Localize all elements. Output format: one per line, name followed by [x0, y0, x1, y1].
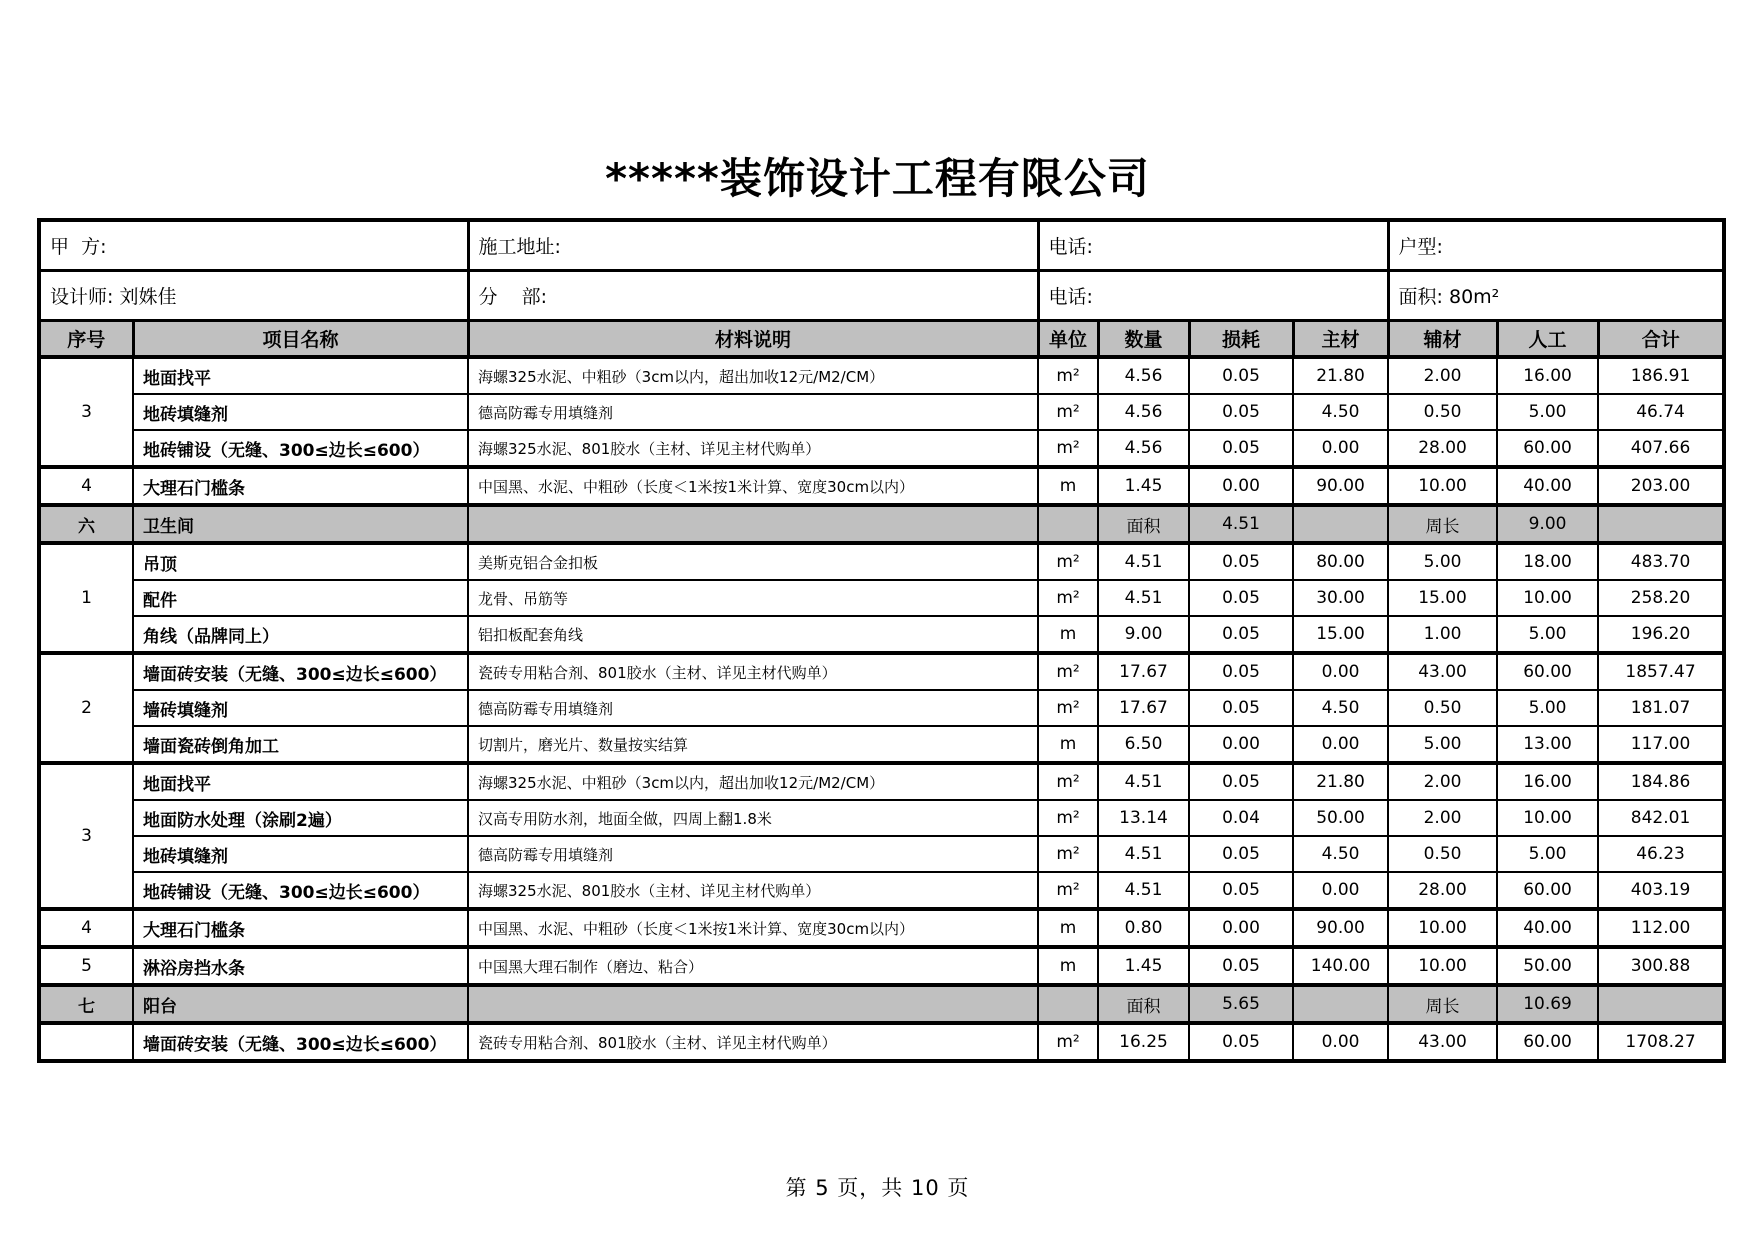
quantity-cell: 4.56 — [1098, 357, 1189, 394]
seq-cell: 1 — [39, 543, 133, 653]
labor-cell: 9.00 — [1497, 505, 1598, 543]
item-name-cell: 墙面瓷砖倒角加工 — [133, 726, 468, 763]
item-name-cell: 墙砖填缝剂 — [133, 690, 468, 726]
total-cell: 403.19 — [1598, 872, 1724, 909]
loss-cell: 0.05 — [1189, 872, 1293, 909]
seq-cell: 七 — [39, 985, 133, 1023]
aux-material-cell: 10.00 — [1388, 467, 1497, 505]
material-desc-cell: 切割片，磨光片、数量按实结算 — [468, 726, 1038, 763]
item-name-cell: 角线（品牌同上） — [133, 616, 468, 653]
table-row — [39, 947, 1724, 985]
labor-cell: 18.00 — [1497, 543, 1598, 580]
unit-cell: m² — [1038, 357, 1098, 394]
unit-cell — [1038, 985, 1098, 1023]
quantity-cell: 17.67 — [1098, 653, 1189, 690]
aux-material-cell: 周长 — [1388, 505, 1497, 543]
estimate-table — [37, 218, 1726, 1063]
loss-cell: 0.05 — [1189, 763, 1293, 800]
table-row — [39, 726, 1724, 763]
labor-cell: 16.00 — [1497, 357, 1598, 394]
aux-material-cell: 43.00 — [1388, 653, 1497, 690]
material-desc-cell: 瓷砖专用粘合剂、801胶水（主材、详见主材代购单） — [468, 1023, 1038, 1061]
table-row — [39, 616, 1724, 653]
unit-cell: m² — [1038, 872, 1098, 909]
unit-cell: m² — [1038, 690, 1098, 726]
total-cell — [1598, 505, 1724, 543]
aux-material-cell: 0.50 — [1388, 394, 1497, 430]
material-desc-cell — [468, 985, 1038, 1023]
main-material-cell: 21.80 — [1293, 763, 1388, 800]
table-row — [39, 836, 1724, 872]
loss-cell: 0.05 — [1189, 836, 1293, 872]
unit-cell: m² — [1038, 763, 1098, 800]
total-cell: 483.70 — [1598, 543, 1724, 580]
labor-cell: 16.00 — [1497, 763, 1598, 800]
aux-material-cell: 0.50 — [1388, 836, 1497, 872]
material-desc-cell: 中国黑、水泥、中粗砂（长度＜1米按1米计算、宽度30cm以内） — [468, 467, 1038, 505]
material-desc-cell: 龙骨、吊筋等 — [468, 580, 1038, 616]
seq-cell: 六 — [39, 505, 133, 543]
material-desc-cell: 中国黑大理石制作（磨边、粘合） — [468, 947, 1038, 985]
unit-cell: m — [1038, 616, 1098, 653]
material-desc-cell: 瓷砖专用粘合剂、801胶水（主材、详见主材代购单） — [468, 653, 1038, 690]
total-cell: 186.91 — [1598, 357, 1724, 394]
main-material-cell: 0.00 — [1293, 430, 1388, 467]
quantity-cell: 4.51 — [1098, 543, 1189, 580]
unit-cell: m — [1038, 909, 1098, 947]
table-row — [39, 653, 1724, 690]
main-material-cell: 4.50 — [1293, 394, 1388, 430]
unit-cell: m² — [1038, 430, 1098, 467]
main-material-cell: 4.50 — [1293, 836, 1388, 872]
labor-cell: 60.00 — [1497, 1023, 1598, 1061]
seq-cell: 5 — [39, 947, 133, 985]
loss-cell: 0.05 — [1189, 430, 1293, 467]
total-cell: 203.00 — [1598, 467, 1724, 505]
loss-cell: 0.05 — [1189, 1023, 1293, 1061]
area-label: 面积: 80m² — [1388, 271, 1724, 321]
material-desc-cell: 铝扣板配套角线 — [468, 616, 1038, 653]
item-name-cell: 吊顶 — [133, 543, 468, 580]
labor-cell: 60.00 — [1497, 872, 1598, 909]
total-cell: 112.00 — [1598, 909, 1724, 947]
main-material-cell: 80.00 — [1293, 543, 1388, 580]
unit-cell: m — [1038, 726, 1098, 763]
party-a-label: 甲 方: — [39, 220, 468, 271]
house-type-label: 户型: — [1388, 220, 1724, 271]
phone-label-1: 电话: — [1038, 220, 1388, 271]
table-row — [39, 357, 1724, 394]
item-name-cell: 大理石门槛条 — [133, 909, 468, 947]
unit-cell: m² — [1038, 836, 1098, 872]
unit-cell: m² — [1038, 543, 1098, 580]
table-row — [39, 467, 1724, 505]
section-row — [39, 985, 1724, 1023]
seq-cell: 3 — [39, 357, 133, 467]
labor-cell: 13.00 — [1497, 726, 1598, 763]
labor-cell: 10.00 — [1497, 800, 1598, 836]
quantity-cell: 4.51 — [1098, 836, 1189, 872]
material-desc-cell: 德高防霉专用填缝剂 — [468, 836, 1038, 872]
total-cell: 117.00 — [1598, 726, 1724, 763]
aux-material-cell: 2.00 — [1388, 800, 1497, 836]
info-row-1 — [39, 220, 1724, 271]
unit-cell: m — [1038, 947, 1098, 985]
column-header-0: 序号 — [39, 321, 133, 358]
quantity-cell: 4.56 — [1098, 430, 1189, 467]
column-header-7: 辅材 — [1388, 321, 1497, 358]
aux-material-cell: 43.00 — [1388, 1023, 1497, 1061]
labor-cell: 5.00 — [1497, 616, 1598, 653]
item-name-cell: 地砖填缝剂 — [133, 836, 468, 872]
loss-cell: 5.65 — [1189, 985, 1293, 1023]
total-cell: 1857.47 — [1598, 653, 1724, 690]
quantity-cell: 6.50 — [1098, 726, 1189, 763]
loss-cell: 0.05 — [1189, 580, 1293, 616]
item-name-cell: 地砖铺设（无缝、300≤边长≤600） — [133, 872, 468, 909]
loss-cell: 0.05 — [1189, 394, 1293, 430]
item-name-cell: 淋浴房挡水条 — [133, 947, 468, 985]
column-header-8: 人工 — [1497, 321, 1598, 358]
table-row — [39, 909, 1724, 947]
main-material-cell: 0.00 — [1293, 872, 1388, 909]
item-name-cell: 墙面砖安装（无缝、300≤边长≤600） — [133, 1023, 468, 1061]
main-material-cell: 140.00 — [1293, 947, 1388, 985]
seq-cell: 2 — [39, 653, 133, 763]
column-header-row — [39, 321, 1724, 358]
aux-material-cell: 0.50 — [1388, 690, 1497, 726]
loss-cell: 0.05 — [1189, 616, 1293, 653]
labor-cell: 5.00 — [1497, 394, 1598, 430]
seq-cell — [39, 1023, 133, 1061]
labor-cell: 5.00 — [1497, 690, 1598, 726]
item-name-cell: 卫生间 — [133, 505, 468, 543]
loss-cell: 0.05 — [1189, 653, 1293, 690]
item-name-cell: 大理石门槛条 — [133, 467, 468, 505]
company-title: *****装饰设计工程有限公司 — [605, 154, 1150, 203]
main-material-cell: 4.50 — [1293, 690, 1388, 726]
quantity-cell: 9.00 — [1098, 616, 1189, 653]
column-header-4: 数量 — [1098, 321, 1189, 358]
item-name-cell: 地面防水处理（涂刷2遍） — [133, 800, 468, 836]
quantity-cell: 0.80 — [1098, 909, 1189, 947]
labor-cell: 5.00 — [1497, 836, 1598, 872]
table-row — [39, 872, 1724, 909]
quantity-cell: 13.14 — [1098, 800, 1189, 836]
material-desc-cell: 海螺325水泥、中粗砂（3cm以内，超出加收12元/M2/CM） — [468, 357, 1038, 394]
unit-cell: m² — [1038, 394, 1098, 430]
total-cell: 258.20 — [1598, 580, 1724, 616]
column-header-3: 单位 — [1038, 321, 1098, 358]
main-material-cell: 90.00 — [1293, 467, 1388, 505]
labor-cell: 40.00 — [1497, 467, 1598, 505]
aux-material-cell: 1.00 — [1388, 616, 1497, 653]
loss-cell: 0.04 — [1189, 800, 1293, 836]
table-row — [39, 763, 1724, 800]
material-desc-cell: 海螺325水泥、801胶水（主材、详见主材代购单） — [468, 872, 1038, 909]
loss-cell: 0.05 — [1189, 947, 1293, 985]
unit-cell: m² — [1038, 1023, 1098, 1061]
main-material-cell: 15.00 — [1293, 616, 1388, 653]
labor-cell: 10.00 — [1497, 580, 1598, 616]
aux-material-cell: 2.00 — [1388, 357, 1497, 394]
total-cell: 46.23 — [1598, 836, 1724, 872]
labor-cell: 40.00 — [1497, 909, 1598, 947]
main-material-cell: 90.00 — [1293, 909, 1388, 947]
table-row — [39, 690, 1724, 726]
total-cell: 46.74 — [1598, 394, 1724, 430]
unit-cell: m — [1038, 467, 1098, 505]
quantity-cell: 4.56 — [1098, 394, 1189, 430]
total-cell: 842.01 — [1598, 800, 1724, 836]
table-row — [39, 800, 1724, 836]
aux-material-cell: 2.00 — [1388, 763, 1497, 800]
labor-cell: 50.00 — [1497, 947, 1598, 985]
main-material-cell: 30.00 — [1293, 580, 1388, 616]
material-desc-cell: 德高防霉专用填缝剂 — [468, 394, 1038, 430]
quantity-cell: 16.25 — [1098, 1023, 1189, 1061]
quantity-cell: 面积 — [1098, 985, 1189, 1023]
item-name-cell: 地砖铺设（无缝、300≤边长≤600） — [133, 430, 468, 467]
quantity-cell: 17.67 — [1098, 690, 1189, 726]
total-cell — [1598, 985, 1724, 1023]
loss-cell: 0.05 — [1189, 690, 1293, 726]
table-row — [39, 543, 1724, 580]
loss-cell: 0.05 — [1189, 357, 1293, 394]
main-material-cell: 0.00 — [1293, 1023, 1388, 1061]
seq-cell: 3 — [39, 763, 133, 909]
aux-material-cell: 28.00 — [1388, 872, 1497, 909]
table-row — [39, 580, 1724, 616]
seq-cell: 4 — [39, 467, 133, 505]
item-name-cell: 地面找平 — [133, 357, 468, 394]
material-desc-cell: 美斯克铝合金扣板 — [468, 543, 1038, 580]
quantity-cell: 面积 — [1098, 505, 1189, 543]
material-desc-cell: 汉高专用防水剂，地面全做，四周上翻1.8米 — [468, 800, 1038, 836]
material-desc-cell: 海螺325水泥、801胶水（主材、详见主材代购单） — [468, 430, 1038, 467]
total-cell: 184.86 — [1598, 763, 1724, 800]
table-row — [39, 1023, 1724, 1061]
total-cell: 181.07 — [1598, 690, 1724, 726]
unit-cell: m² — [1038, 580, 1098, 616]
quantity-cell: 4.51 — [1098, 763, 1189, 800]
section-row — [39, 505, 1724, 543]
aux-material-cell: 28.00 — [1388, 430, 1497, 467]
loss-cell: 4.51 — [1189, 505, 1293, 543]
site-address-label: 施工地址: — [468, 220, 1038, 271]
material-desc-cell: 中国黑、水泥、中粗砂（长度＜1米按1米计算、宽度30cm以内） — [468, 909, 1038, 947]
aux-material-cell: 5.00 — [1388, 543, 1497, 580]
aux-material-cell: 周长 — [1388, 985, 1497, 1023]
main-material-cell — [1293, 505, 1388, 543]
estimate-sheet — [37, 218, 1722, 1063]
unit-cell — [1038, 505, 1098, 543]
item-name-cell: 阳台 — [133, 985, 468, 1023]
aux-material-cell: 10.00 — [1388, 909, 1497, 947]
material-desc-cell: 海螺325水泥、中粗砂（3cm以内，超出加收12元/M2/CM） — [468, 763, 1038, 800]
table-row — [39, 430, 1724, 467]
labor-cell: 10.69 — [1497, 985, 1598, 1023]
material-desc-cell: 德高防霉专用填缝剂 — [468, 690, 1038, 726]
quantity-cell: 4.51 — [1098, 872, 1189, 909]
aux-material-cell: 5.00 — [1388, 726, 1497, 763]
labor-cell: 60.00 — [1497, 653, 1598, 690]
item-name-cell: 配件 — [133, 580, 468, 616]
labor-cell: 60.00 — [1497, 430, 1598, 467]
main-material-cell: 0.00 — [1293, 653, 1388, 690]
column-header-9: 合计 — [1598, 321, 1724, 358]
column-header-6: 主材 — [1293, 321, 1388, 358]
info-row-2 — [39, 271, 1724, 321]
phone-label-2: 电话: — [1038, 271, 1388, 321]
loss-cell: 0.00 — [1189, 909, 1293, 947]
aux-material-cell: 10.00 — [1388, 947, 1497, 985]
total-cell: 196.20 — [1598, 616, 1724, 653]
seq-cell: 4 — [39, 909, 133, 947]
division-label: 分 部: — [468, 271, 1038, 321]
item-name-cell: 地砖填缝剂 — [133, 394, 468, 430]
unit-cell: m² — [1038, 800, 1098, 836]
quantity-cell: 1.45 — [1098, 947, 1189, 985]
main-material-cell: 21.80 — [1293, 357, 1388, 394]
quantity-cell: 1.45 — [1098, 467, 1189, 505]
column-header-5: 损耗 — [1189, 321, 1293, 358]
column-header-2: 材料说明 — [468, 321, 1038, 358]
total-cell: 300.88 — [1598, 947, 1724, 985]
unit-cell: m² — [1038, 653, 1098, 690]
column-header-1: 项目名称 — [133, 321, 468, 358]
total-cell: 407.66 — [1598, 430, 1724, 467]
total-cell: 1708.27 — [1598, 1023, 1724, 1061]
main-material-cell: 0.00 — [1293, 726, 1388, 763]
main-material-cell: 50.00 — [1293, 800, 1388, 836]
loss-cell: 0.00 — [1189, 726, 1293, 763]
loss-cell: 0.05 — [1189, 543, 1293, 580]
item-name-cell: 墙面砖安装（无缝、300≤边长≤600） — [133, 653, 468, 690]
aux-material-cell: 15.00 — [1388, 580, 1497, 616]
loss-cell: 0.00 — [1189, 467, 1293, 505]
main-material-cell — [1293, 985, 1388, 1023]
material-desc-cell — [468, 505, 1038, 543]
table-row — [39, 394, 1724, 430]
page-number-footer: 第 5 页，共 10 页 — [785, 1176, 970, 1200]
quantity-cell: 4.51 — [1098, 580, 1189, 616]
designer-label: 设计师: 刘姝佳 — [39, 271, 468, 321]
item-name-cell: 地面找平 — [133, 763, 468, 800]
